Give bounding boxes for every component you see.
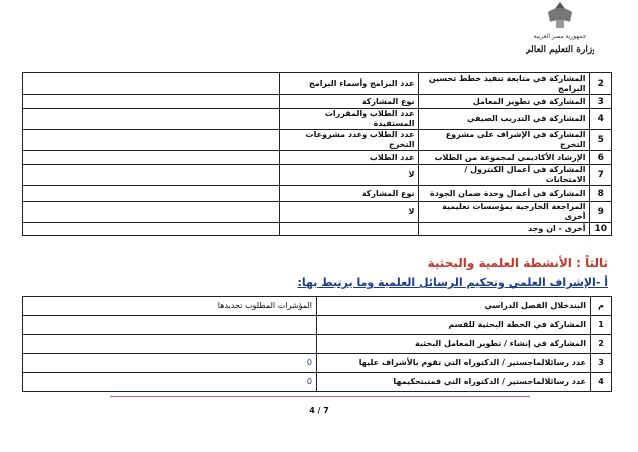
header-indicator: المؤشرات المطلوب تحديدها <box>23 297 317 316</box>
row-item: عدد رسائلالماجستير / الدكتوراه التي قمتبتحكيمها <box>317 373 591 392</box>
row-item: المشاركة في متابعة تنفيذ خطط تحسين البرامج <box>419 73 590 95</box>
row-item: المراجعة الخارجية بمؤسسات تعليمية أخرى <box>419 202 590 223</box>
ministry-line1: جمهورية مصر العربية <box>533 33 587 40</box>
row-item: المشاركة في الإشراف على مشروع التخرج <box>419 130 590 151</box>
row-item: المشاركة في التدريب الصيفي <box>419 109 590 130</box>
row-number: 3 <box>591 354 612 373</box>
row-indicator <box>280 223 419 236</box>
row-number: 6 <box>590 151 612 165</box>
row-value <box>23 186 280 202</box>
row-value <box>23 130 280 151</box>
row-indicator: لا <box>280 202 419 223</box>
row-number: 1 <box>591 316 612 335</box>
table-row <box>23 223 612 236</box>
table-row <box>23 335 612 354</box>
row-value <box>23 316 317 335</box>
row-number: 5 <box>590 130 612 151</box>
row-value <box>23 223 280 236</box>
research-table <box>22 296 612 392</box>
table-row <box>23 373 612 392</box>
table-row <box>23 73 612 95</box>
row-number: 9 <box>590 202 612 223</box>
activities-table <box>22 72 612 236</box>
header-item: البندخلال الفصل الدراسي <box>317 297 591 316</box>
section-title: ثالثاً : الأنشطة العلمية والبحثية <box>427 256 608 270</box>
row-number: 4 <box>590 109 612 130</box>
row-value <box>23 165 280 186</box>
page-number: 4 / 7 <box>309 406 329 415</box>
table-row <box>23 130 612 151</box>
ministry-line2: وزارة التعليم العالي <box>526 45 594 55</box>
row-indicator: عدد الطلاب <box>280 151 419 165</box>
row-value <box>23 73 280 95</box>
eagle-emblem-icon <box>526 0 594 58</box>
row-number: 2 <box>590 73 612 95</box>
row-value: 0 <box>23 373 317 392</box>
table-row <box>23 316 612 335</box>
row-item: المشاركة في إنشاء / تطوير المعامل البحثية <box>317 335 591 354</box>
row-item: المشاركة في أعمال وحدة ضمان الجودة <box>419 186 590 202</box>
table-header-row <box>23 297 612 316</box>
row-indicator: عدد الطلاب والمقررات المستفيدة <box>280 109 419 130</box>
row-number: 10 <box>590 223 612 236</box>
row-value <box>23 151 280 165</box>
table-row <box>23 95 612 109</box>
table-row <box>23 202 612 223</box>
ministry-logo <box>526 0 594 58</box>
table-row <box>23 151 612 165</box>
table-row <box>23 165 612 186</box>
row-value <box>23 202 280 223</box>
row-indicator: لا <box>280 165 419 186</box>
row-item: أخرى - ان وجد <box>419 223 590 236</box>
row-value <box>23 335 317 354</box>
row-item: المشاركة في تطوير المعامل <box>419 95 590 109</box>
row-value: 0 <box>23 354 317 373</box>
row-number: 4 <box>591 373 612 392</box>
row-value <box>23 109 280 130</box>
table-row <box>23 186 612 202</box>
row-indicator: نوع المشاركة <box>280 186 419 202</box>
row-number: 7 <box>590 165 612 186</box>
row-number: 3 <box>590 95 612 109</box>
row-indicator: عدد البرامج وأسماء البرامج <box>280 73 419 95</box>
table-row <box>23 109 612 130</box>
row-indicator: نوع المشاركة <box>280 95 419 109</box>
row-item: المشاركة في الخطة البحثية للقسم <box>317 316 591 335</box>
row-value <box>23 95 280 109</box>
footer-divider <box>110 396 530 397</box>
row-number: 8 <box>590 186 612 202</box>
row-item: عدد رسائلالماجستير / الدكتوراه التي تقوم بالأشراف عليها <box>317 354 591 373</box>
row-item: المشاركة في أعمال الكنترول / الامتحانات <box>419 165 590 186</box>
table-row <box>23 354 612 373</box>
row-number: 2 <box>591 335 612 354</box>
section-subtitle: أ -الإشراف العلمي وتحكيم الرسائل العلمية وما يرتبط بها: <box>297 276 608 289</box>
row-item: الإرشاد الأكاديمي لمجموعة من الطلاب <box>419 151 590 165</box>
header-num: م <box>591 297 612 316</box>
row-indicator: عدد الطلاب وعدد مشروعات التخرج <box>280 130 419 151</box>
